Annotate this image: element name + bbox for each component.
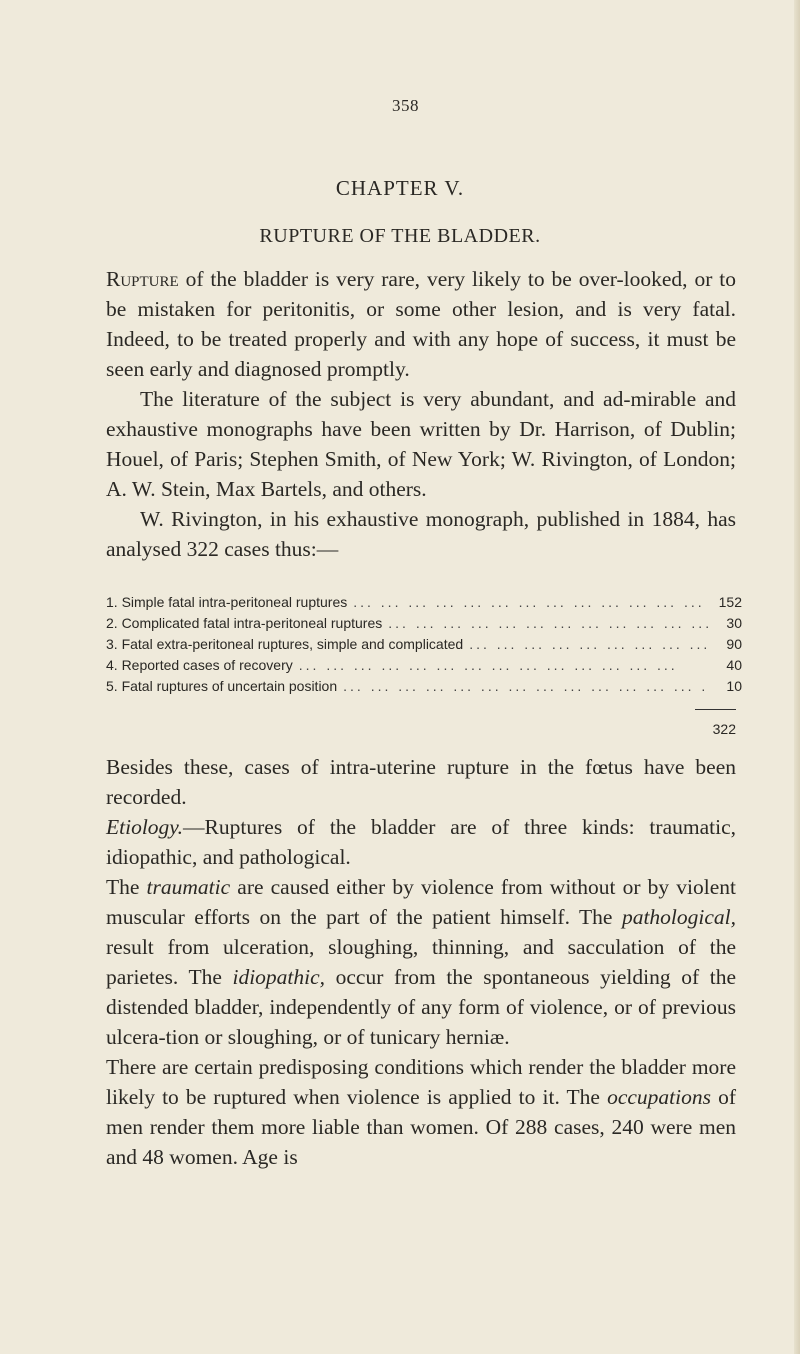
row-label: 2. Complicated fatal intra-peritoneal ruptures — [106, 615, 383, 631]
etiology-text: —Ruptures of the bladder are of three kinds: traumatic, idiopathic, and pathological. — [106, 815, 736, 869]
intro-text: of the bladder is very rare, very likely to be over-looked, or to be mistaken for peritonitis, or some other lesion, and is very fatal. Indeed, to be treated properly and with any hope of success, it must be seen early and diagnosed promptly. — [106, 267, 736, 381]
leader-dots — [337, 678, 708, 694]
besides-paragraph: Besides these, cases of intra-uterine rupture in the fœtus have been recorded. — [106, 755, 736, 809]
leader-dots — [347, 594, 708, 610]
row-value: 152 — [718, 594, 742, 610]
predisposing-text-b: of men render them more liable than women. Of 288 cases, 240 were men and 48 women. Age is — [106, 1085, 736, 1169]
leader-dots — [463, 636, 708, 652]
row-label: 3. Fatal extra-peritoneal ruptures, simple and complicated — [106, 636, 464, 652]
literature-paragraph: The literature of the subject is very abundant, and ad-mirable and exhaustive monographs have been written by Dr. Harrison, of Dublin; Houel, of Paris; Stephen Smith, of New York; W. Rivington, of London; A. W. Stein, Max Bartels, and others. — [106, 387, 736, 501]
etiology-paragraph — [106, 812, 736, 872]
term-occupations: occupations — [607, 1085, 711, 1109]
kinds-text-d: occur from the spontaneous yielding of the distended bladder, independently of any form of violence, or of previous ulcera-tion or sloughing, or of tunicary herniæ. — [106, 965, 736, 1049]
kinds-paragraph — [106, 872, 736, 1052]
row-label: 4. Reported cases of recovery — [106, 657, 293, 673]
row-value: 40 — [726, 657, 742, 673]
row-label: 1. Simple fatal intra-peritoneal ruptures — [106, 594, 348, 610]
row-label: 5. Fatal ruptures of uncertain position — [106, 678, 338, 694]
term-traumatic: traumatic — [146, 875, 231, 899]
table-row — [106, 615, 742, 636]
term-pathological: pathological, — [621, 905, 736, 929]
intro-lead: Rupture — [106, 267, 179, 291]
chapter-heading: CHAPTER V. — [335, 176, 465, 200]
table-row — [106, 636, 742, 657]
intro-paragraph — [106, 264, 736, 384]
cases-table — [106, 594, 742, 699]
predisposing-text-a: There are certain predisposing conditions which render the bladder more likely to be ruptured when violence is applied to it. The — [106, 1055, 736, 1109]
table-row — [106, 657, 742, 678]
cases-total: 322 — [712, 721, 736, 737]
leader-dots — [382, 615, 708, 631]
predisposing-paragraph — [106, 1052, 736, 1172]
leader-dots — [293, 657, 708, 673]
row-value: 30 — [726, 615, 742, 631]
table-row — [106, 594, 742, 615]
total-rule — [695, 709, 736, 710]
term-idiopathic: idiopathic, — [232, 965, 326, 989]
page-number: 358 — [392, 96, 419, 115]
row-value: 90 — [726, 636, 742, 652]
kinds-text-a: The — [106, 875, 147, 899]
page-edge — [794, 0, 800, 1354]
chapter-title: RUPTURE OF THE BLADDER. — [259, 225, 541, 247]
row-value: 10 — [726, 678, 742, 694]
table-row — [106, 678, 742, 699]
etiology-lead: Etiology. — [106, 815, 184, 839]
kinds-text-c: result from ulceration, sloughing, thinning, and sacculation of the parietes. The — [106, 935, 736, 989]
rivington-paragraph: W. Rivington, in his exhaustive monograph, published in 1884, has analysed 322 cases thus:— — [106, 507, 736, 561]
kinds-text-b: are caused either by violence from without or by violent muscular efforts on the part of the patient himself. The — [106, 875, 736, 929]
